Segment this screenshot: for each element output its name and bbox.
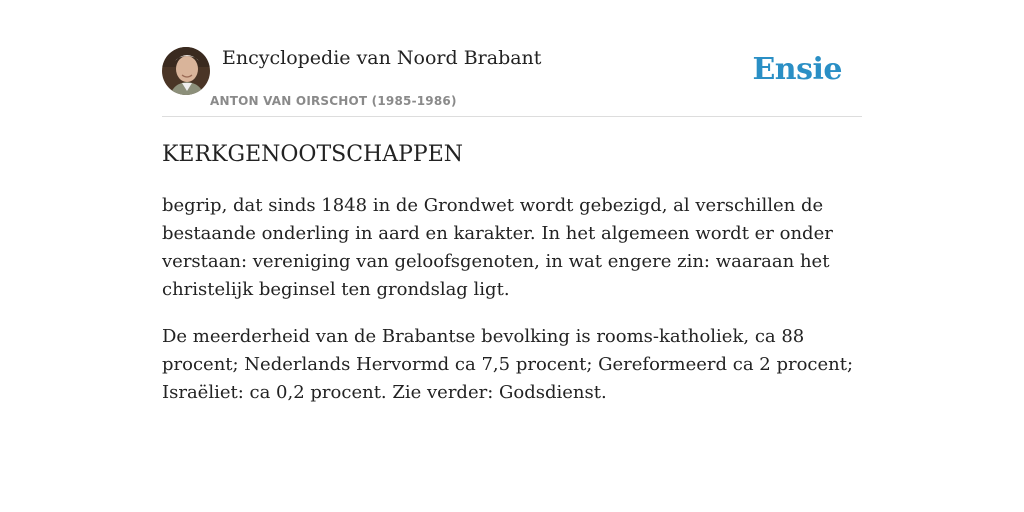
source-title[interactable]: Encyclopedie van Noord Brabant bbox=[222, 47, 542, 69]
entry-paragraph-1: begrip, dat sinds 1848 in de Grondwet wordt gebezigd, al verschillen de bestaande onderling in aard en karakter. In het algemeen wordt er onder verstaan: vereniging van geloofsgenoten, in wat engere zin: waaraan het christelijk beginsel ten grondslag ligt. bbox=[162, 195, 833, 300]
ensie-logo[interactable]: Ensie bbox=[752, 52, 842, 87]
entry-title: KERKGENOOTSCHAPPEN bbox=[162, 142, 464, 167]
author-name[interactable]: ANTON VAN OIRSCHOT (1985-1986) bbox=[210, 94, 457, 108]
entry-paragraph-2: De meerderheid van de Brabantse bevolking is rooms-katholiek, ca 88 procent; Nederlands Hervormd ca 7,5 procent; Gereformeerd ca 2 procent; Israëliet: ca 0,2 procent. Zie verder: Godsdienst. bbox=[162, 326, 854, 403]
entry-header bbox=[162, 46, 862, 117]
author-avatar[interactable] bbox=[162, 47, 210, 95]
author-portrait bbox=[162, 47, 210, 95]
